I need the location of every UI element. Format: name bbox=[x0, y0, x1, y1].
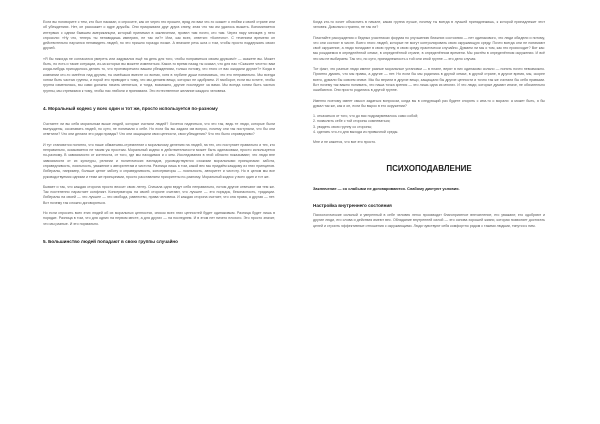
chapter-epigraph: Заключение — со слабыми не договариваются. Слабому диктуют условия. bbox=[313, 185, 460, 191]
paragraph: И тут становится понятно, что наше обманчиво-стремление к моральному делению на людей, на тех, кто поступает правильно и тех, кто неправильно, оказывается не таким уж простым. Моральный кодекс в действительности может быть одинаковым, просто используется по-разному. В зависимости от контекста, от того, где мы находимся и с кем. Исследования в этой области показывают, что люди вне зависимости от их культуры, религии и политических взглядов, руководствуются схожими моральными принципами: забота, справедливость, лояльность, уважение к авторитетам и чистота. Разница лишь в том, какой вес мы придаём каждому из этих принципов. Либералы, например, больше ценят заботу и справедливость, консерваторы — лояльность, авторитет и чистоту. Но в целом мы все руководствуемся одними и теми же принципами, просто расставляем приоритеты по-разному. Моральный кодекс у всех один и тот же. bbox=[43, 142, 275, 179]
right-column bbox=[313, 20, 545, 229]
numbered-list bbox=[313, 114, 545, 135]
paragraph: Если вы поговорите с тем, кто был наказан, и спросите, как он через это прошел, вряд ли вам что-то скажет о любви к своей стране или об убеждениях. Нет, он расскажет о ядре дружбы. Они прикрывали друг друга спину, зная что так им удалось выжить. Вспоминается интервью с одним бывшим американцем, который принимал в заключении, провел там почти, кто там. Через пару месяцев у него спросили: «Ну что, теперь ты ненавидишь империю, не так ли?» Или, как всех, ответил: «Конечно». С течением времени он действительно научился ненавидеть людей, но это пришло гораздо позже. А вначале речь шла о том, чтобы просто поддержать своих друзей. bbox=[43, 20, 275, 51]
section-heading: 5. Большинство людей попадают в свою группы случайно bbox=[43, 238, 178, 244]
paragraph: Тот факт, что разные люди имеют разные моральные установки — в плане, верят в них одинаково сильно — понять почти невозможно. Приятно думать, что мы правы, а другие — нет. Но если бы мы родились в другой семье, в другой стране, в другое время, мы, скорее всего, думали бы совсем иначе. Мы бы верили в другие вещи, защищали бы другие ценности и точно так же считали бы себя правыми. Вот почему так важно понимать, что наша точка зрения — это лишь одна из многих. И что люди, которые думают иначе, не обязательно ошибаются. Они просто родились в другой группе. bbox=[313, 67, 545, 93]
paragraph: Почитайте рассуждения о бедных участниках форума по улучшению ближних состояния — нет одинакового, что люди обидели и потому, что они состоят в числе. Всего этого людей, которые не могут контролировать свою окружающую среду. Почти всегда они не понимают своё окружение, а люди попадают в свою группу, в свою среду практически случайно. Думаем ли мы о том, как это происходит? Вот как: мы рождаемся в определённой семье, в определённой стране, в определённом времени. Мы растём в определённом окружении. И всё это мы не выбираем. Так что, по сути, принадлежность к той или иной группе — это дело случая. bbox=[313, 35, 545, 61]
list-item: 2. позволить себе с той стороны сомневаться; bbox=[313, 119, 391, 124]
paragraph: Считаете ли вы себя моральным выше людей, которые считали людей? Хочется надеяться, что это так, ведь те люди, которые были вынуждены, осознавать людей, по сути, не понимали о себе. Но если бы вы задали им вопрос, почему они так поступали, что бы они ответили? Что они делали это ради правды? Что они защищали свои ценности, свои убеждения? Что это было справедливо? bbox=[43, 121, 275, 137]
chapter-title: ПСИХОПОДАВЛЕНИЕ bbox=[386, 163, 472, 173]
paragraph: Но если спросить всех этих людей об их моральных ценностях, список всех этих ценностей будет одинаковым. Разница будет лишь в порядке. Разница в том, что для одних на первом месте, а для других — на последнем. И в этом нет ничего плохого. Это просто значит, что мы разные. И это нормально. bbox=[43, 211, 275, 226]
section-heading: 4. Моральный кодекс у всех один и тот же, просто используется по-разному bbox=[43, 105, 218, 111]
list-item: 4. сделать что-то для выхода из привычной среды. bbox=[313, 130, 399, 135]
paragraph: Когда кто-то хочет объяснить в начале, какая группа лучше, почему ты всегда в лучшей принадлежишь, к которой принадлежит этот человек. Довольно странно, не так ли? bbox=[313, 20, 545, 30]
list-item: 3. увидеть свою группу со стороны; bbox=[313, 124, 373, 129]
section-heading: Настройка внутреннего состояния bbox=[313, 203, 392, 209]
paragraph: Психологические сильный и уверенный в себе человек легко производит благоприятное впечатление, его уважают, его одобряют и другие люди, его слова и действия имеют вес. Обладание внутренней силой — это основа хорошей жизни, которая позволяет достигать целей и строить эффективные отношения с окружающими. Люди чувствуют себя комфортно рядом с такими людьми, тянутся к ним. bbox=[313, 213, 545, 228]
paragraph: Мне и не кажется, что все это просто. bbox=[313, 140, 377, 145]
paragraph: Именно поэтому имеет смысл задаться вопросом, когда вы в следующий раз будете спорить с кем-то о морали: а может быть, я бы думал так же, как и он, если бы вырос в его окружении? bbox=[313, 98, 545, 108]
paragraph: Бывает и так, что каждая сторона просто вносит свою лепту. Сначала одни ведут себя неправильно, потом другие отвечают им тем же. Так постепенно нарастает конфликт. Консерваторы на своей стороне считают, что лучшее — это порядок, безопасность, традиции. Либералы на своей — что лучшее — это свобода, равенство, права человека. И каждая сторона считает, что она права, а другая — нет. Вот почему так сложно договориться. bbox=[43, 184, 275, 205]
left-column bbox=[43, 20, 275, 245]
list-item: 1. отказаться от того, что до вас подразумевалось само собой; bbox=[313, 114, 419, 119]
paragraph: «Я бы никогда не согласился умереть или задумался ещё на день для того, чтобы понравиться своим друзьям!» — скажете вы. Может быть, но есть и такие ситуации, из-за которых вы можете измениться. Какое-то время назад ты сказал, что для нас «Скажите честно: вам когда-нибудь приходилось делать то, что противоречило вашим убеждениям, только потому, что этого от вас ожидали другие?» Когда в компании кто-то смеётся над другим, ты смеёшься вместе со всеми, хотя в глубине души понимаешь, что это неправильно. Мы всегда хотим быть частью группы, и порой это приводит к тому, что мы делаем вещи, которых не одобряем. И наоборот, если вы хотите, чтобы группа изменилась, вы сами должны начать меняться, и тогда, возможно, другие последуют за вами. Мы всегда хотим быть частью группы, мы стремимся к тому, чтобы нас любили и принимали. Это естественное желание каждого человека. bbox=[43, 56, 275, 93]
